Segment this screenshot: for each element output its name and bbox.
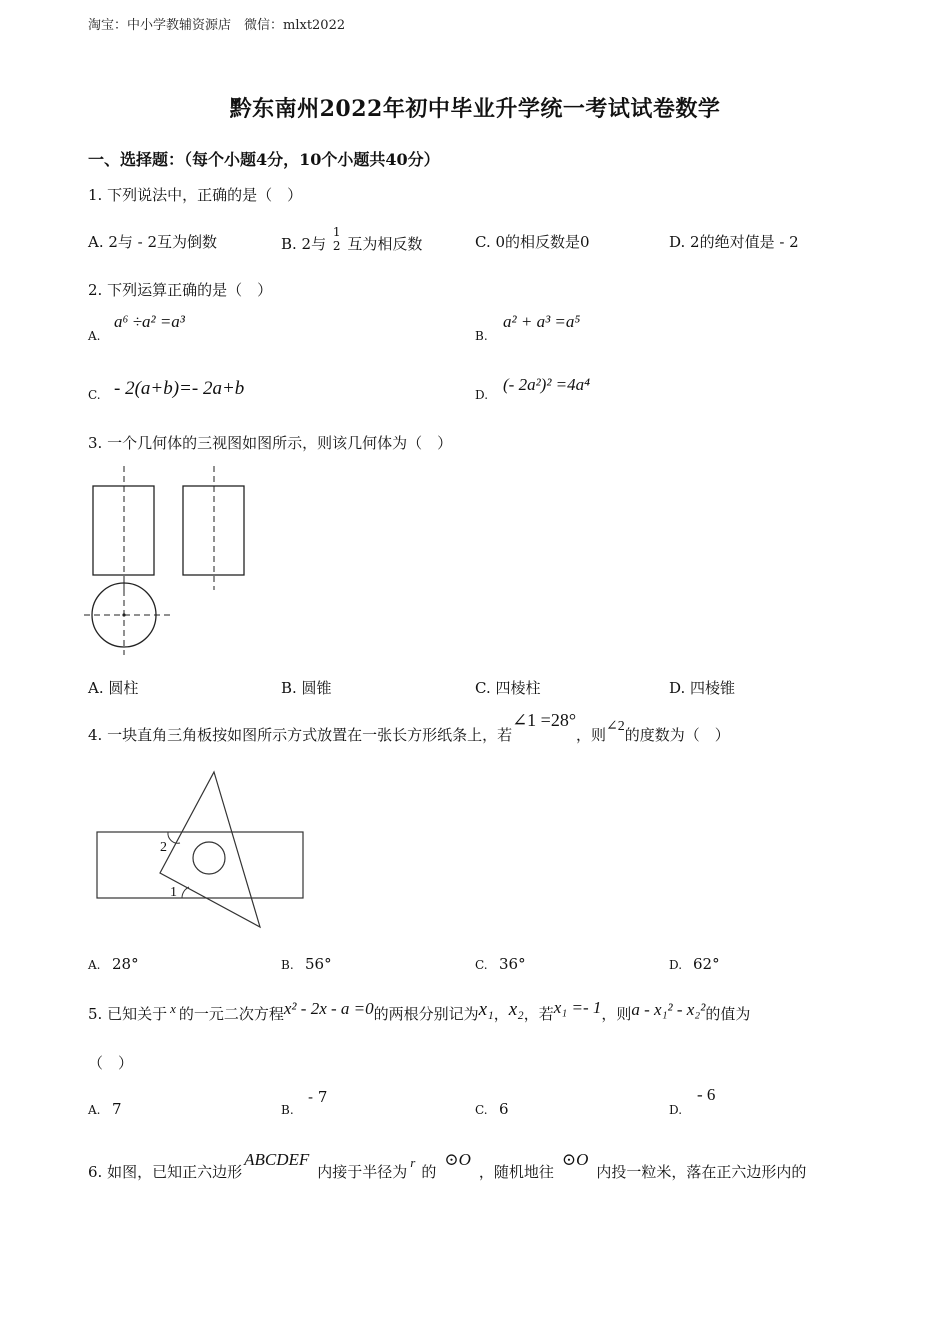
- q2-label-a: A.: [88, 329, 101, 343]
- q4-option-d: 62°: [693, 955, 720, 973]
- q2-label-d: D.: [475, 388, 489, 402]
- q5-stem-d: ，则: [601, 1005, 632, 1023]
- q6-stem-b: 的: [421, 1163, 437, 1181]
- q2-expr-d: (- 2a²)² =4a⁴: [503, 375, 591, 394]
- angle-label-1: 1: [170, 885, 177, 900]
- q5-stem-a: 的一元二次方程: [178, 1005, 284, 1023]
- q1-option-d: D. 2的绝对值是 - 2: [669, 233, 799, 251]
- q4-option-b: 56°: [305, 955, 332, 973]
- q6-circle-1: ⊙O: [444, 1150, 471, 1169]
- q4-option-c: 36°: [499, 955, 526, 973]
- q5-paren: （ ）: [88, 1054, 134, 1072]
- q5-condition: x₁ =- 1: [553, 998, 602, 1017]
- angle2-arc: [168, 832, 180, 843]
- top-view-center: [122, 613, 125, 616]
- q6-radius: r: [410, 1155, 416, 1170]
- q5-option-a: 7: [112, 1100, 122, 1118]
- q5-label-d: D.: [669, 1103, 683, 1117]
- q5-option-b: - 7: [308, 1088, 328, 1106]
- q4-label-a: A.: [88, 958, 101, 972]
- q3-option-b: B. 圆锥: [281, 679, 332, 697]
- triangle-ruler: [160, 772, 260, 927]
- q5-label-b: B.: [281, 1103, 294, 1117]
- q2-expr-a: a⁶ ÷a² =a³: [114, 312, 185, 331]
- q6-stem: [88, 1150, 807, 1182]
- q1-option-a: A. 2与 - 2互为倒数: [88, 233, 218, 251]
- three-view-figure: [84, 462, 174, 658]
- q5-x1: x₁: [478, 999, 494, 1020]
- q2-stem: 2. 下列运算正确的是（ ）: [88, 281, 273, 299]
- q4-stem: [88, 710, 730, 745]
- q2-label-b: B.: [475, 329, 488, 343]
- q1-fraction: [333, 225, 341, 253]
- q1-fraction-numerator: 1: [332, 225, 341, 239]
- q4-stem-prefix: 4. 一块直角三角板按如图所示方式放置在一张长方形纸条上，若: [88, 726, 513, 744]
- angle-label-2: 2: [160, 840, 167, 855]
- section-heading: 一、选择题：（每个小题4分，10个小题共40分）: [88, 150, 440, 169]
- q3-option-c: C. 四棱柱: [475, 679, 541, 697]
- q3-option-d: D. 四棱锥: [669, 679, 736, 697]
- q6-stem-a: 内接于半径为: [317, 1163, 408, 1181]
- q1-option-c: C. 0的相反数是0: [475, 233, 590, 251]
- q4-stem-suffix: 的度数为（ ）: [624, 726, 730, 744]
- q6-circle-2: ⊙O: [561, 1150, 589, 1169]
- q1-option-b: [281, 225, 423, 259]
- q5-stem: [88, 998, 751, 1025]
- q6-stem-c: ，随机地往: [478, 1163, 554, 1181]
- triangle-hole: [193, 842, 225, 874]
- q4-label-d: D.: [669, 958, 683, 972]
- q1-fraction-denominator: 2: [332, 239, 341, 253]
- paper-strip: [97, 832, 303, 898]
- q5-option-d: - 6: [697, 1085, 716, 1104]
- q5-equation: x² - 2x - a =0: [283, 999, 374, 1018]
- q4-angle2: ∠2: [606, 719, 625, 734]
- header-text: 淘宝：中小学教辅资源店 微信：mlxt2022: [88, 18, 346, 33]
- q5-stem-c: ，若: [523, 1005, 554, 1023]
- q6-stem-d: 内投一粒米，落在正六边形内的: [596, 1163, 807, 1181]
- q6-hexagon: ABCDEF: [244, 1150, 310, 1169]
- q4-label-c: C.: [475, 958, 488, 972]
- q5-option-c: 6: [499, 1100, 509, 1118]
- q4-label-b: B.: [281, 958, 294, 972]
- triangle-strip-figure: [90, 765, 310, 935]
- q2-expr-b: a² + a³ =a⁵: [503, 312, 581, 331]
- q1-option-b-prefix: B. 2与: [281, 235, 327, 253]
- q5-stem-b: 的两根分别记为: [373, 1005, 479, 1023]
- q4-option-a: 28°: [112, 955, 139, 973]
- side-view-figure: [178, 462, 250, 594]
- q1-option-b-suffix: 互为相反数: [347, 235, 423, 253]
- q5-label-a: A.: [88, 1103, 101, 1117]
- q5-stem-prefix: 5. 已知关于: [88, 1005, 168, 1023]
- q4-angle1: ∠1 =28°: [512, 710, 577, 730]
- q3-stem: 3. 一个几何体的三视图如图所示，则该几何体为（ ）: [88, 434, 453, 452]
- q6-stem-prefix: 6. 如图，已知正六边形: [88, 1163, 243, 1181]
- q5-stem-e: 的值为: [705, 1005, 751, 1023]
- page-title: 黔东南州2022年初中毕业升学统一考试试卷数学: [229, 96, 721, 122]
- q5-expression: a - x₁² - x₂²: [631, 1000, 706, 1019]
- q2-expr-c: - 2(a+b)=- 2a+b: [114, 378, 245, 399]
- q4-stem-mid: ，则: [576, 726, 607, 744]
- q3-option-a: A. 圆柱: [88, 679, 139, 697]
- q5-var-x: x: [170, 1001, 176, 1016]
- q5-label-c: C.: [475, 1103, 488, 1117]
- q5-x2: x₂: [508, 999, 524, 1020]
- q1-stem: 1. 下列说法中，正确的是（ ）: [88, 186, 303, 204]
- q2-label-c: C.: [88, 388, 101, 402]
- q5-comma: ，: [493, 1005, 509, 1023]
